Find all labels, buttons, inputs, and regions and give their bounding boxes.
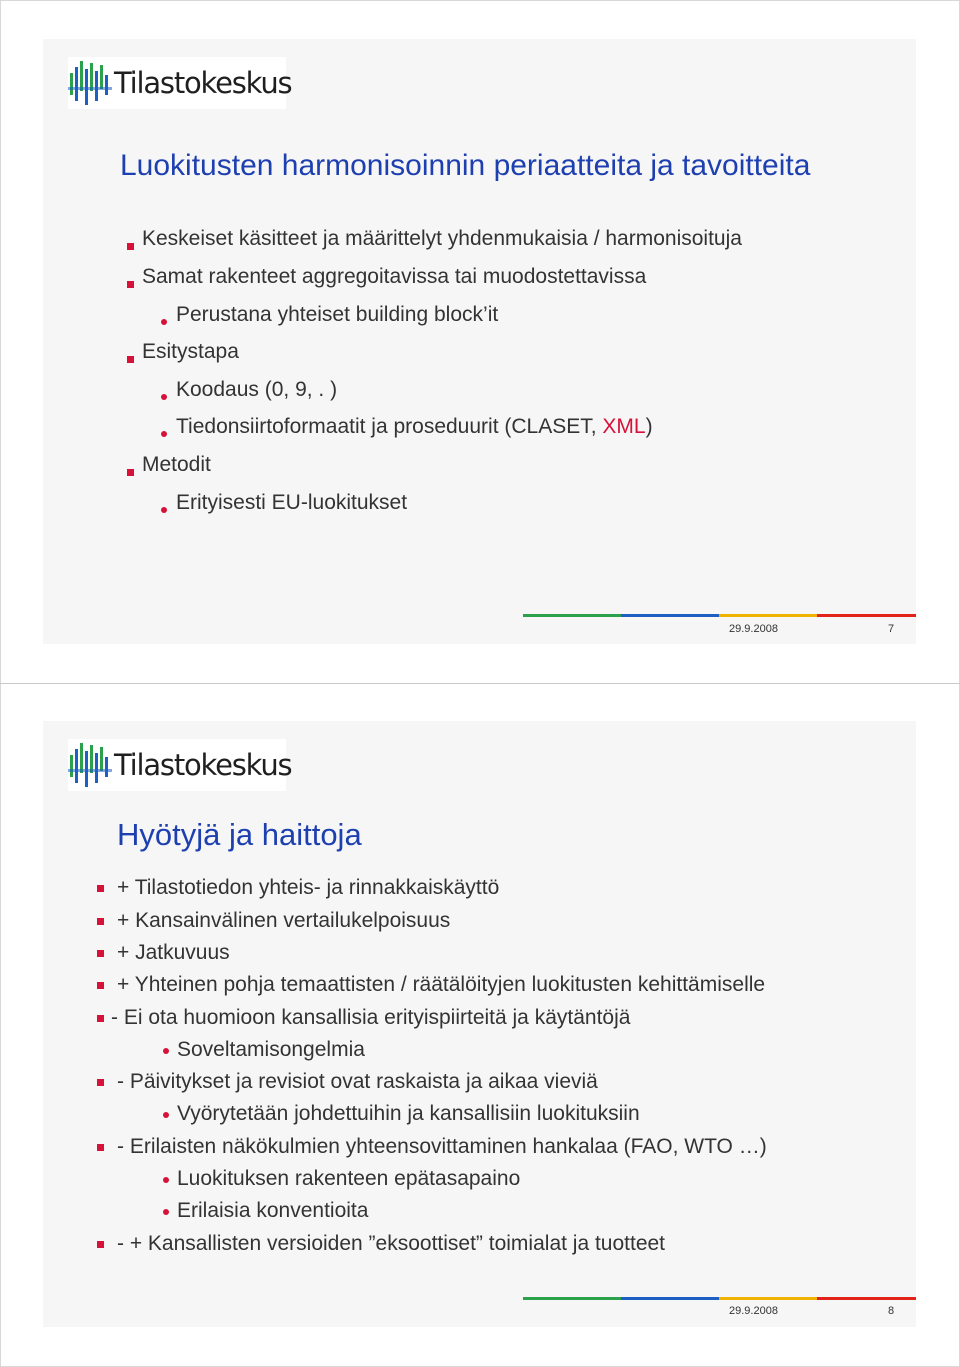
list-item: - Ei ota huomioon kansallisia erityispiirteitä ja käytäntöjä xyxy=(111,1006,631,1029)
slide-title: Luokitusten harmonisoinnin periaatteita ja tavoitteita xyxy=(120,149,811,182)
round-bullet-icon xyxy=(161,507,167,513)
round-bullet-icon xyxy=(163,1112,169,1118)
list-item: - + Kansallisten versioiden ”eksoottiset” toimialat ja tuotteet xyxy=(117,1232,666,1255)
xml-highlight: XML xyxy=(602,415,646,438)
list-item: Esitystapa xyxy=(142,340,239,363)
logo-text: Tilastokeskus xyxy=(114,748,292,782)
page-divider xyxy=(0,683,960,684)
list-item: Metodit xyxy=(142,453,211,476)
footer-stripe xyxy=(523,1297,916,1300)
logo-bars-icon xyxy=(68,59,112,107)
square-bullet-icon xyxy=(127,243,134,250)
list-item: Perustana yhteiset building block’it xyxy=(176,303,499,326)
list-item: Luokituksen rakenteen epätasapaino xyxy=(177,1167,521,1190)
logo-text: Tilastokeskus xyxy=(114,66,292,100)
square-bullet-icon xyxy=(97,982,104,989)
slide-title: Hyötyjä ja haittoja xyxy=(117,817,362,852)
slide-7 xyxy=(43,39,916,644)
page-number: 7 xyxy=(888,623,895,635)
tilastokeskus-logo xyxy=(68,57,292,109)
round-bullet-icon xyxy=(161,319,167,325)
round-bullet-icon xyxy=(163,1177,169,1183)
tilastokeskus-logo xyxy=(68,739,292,791)
square-bullet-icon xyxy=(97,1241,104,1248)
square-bullet-icon xyxy=(97,918,104,925)
list-item: + Kansainvälinen vertailukelpoisuus xyxy=(117,909,451,932)
square-bullet-icon xyxy=(97,1079,104,1086)
list-item: + Jatkuvuus xyxy=(117,941,230,964)
list-item: Soveltamisongelmia xyxy=(177,1038,365,1061)
slide-8 xyxy=(43,721,916,1327)
round-bullet-icon xyxy=(161,394,167,400)
round-bullet-icon xyxy=(161,431,167,437)
footer-date: 29.9.2008 xyxy=(729,1305,778,1317)
list-item: - Erilaisten näkökulmien yhteensovittaminen hankalaa (FAO, WTO …) xyxy=(117,1135,767,1158)
page-number: 8 xyxy=(888,1305,895,1317)
square-bullet-icon xyxy=(127,469,134,476)
square-bullet-icon xyxy=(97,950,104,957)
item-text: Tiedonsiirtoformaatit ja proseduurit (CLASET, xyxy=(176,415,603,438)
square-bullet-icon xyxy=(97,1144,104,1151)
list-item: Koodaus (0, 9, . ) xyxy=(176,378,338,401)
logo-bars-icon xyxy=(68,741,112,789)
list-item: + Tilastotiedon yhteis- ja rinnakkaiskäyttö xyxy=(117,876,500,899)
list-item: - Päivitykset ja revisiot ovat raskaista ja aikaa vieviä xyxy=(117,1070,598,1093)
square-bullet-icon xyxy=(97,885,104,892)
list-item: Vyörytetään johdettuihin ja kansallisiin luokituksiin xyxy=(177,1102,640,1125)
round-bullet-icon xyxy=(163,1048,169,1054)
footer-date: 29.9.2008 xyxy=(729,623,778,635)
list-item: + Yhteinen pohja temaattisten / räätälöityjen luokitusten kehittämiselle xyxy=(117,973,766,996)
square-bullet-icon xyxy=(127,281,134,288)
square-bullet-icon xyxy=(127,356,134,363)
square-bullet-icon xyxy=(97,1015,104,1022)
list-item: Samat rakenteet aggregoitavissa tai muodostettavissa xyxy=(142,265,647,288)
list-item xyxy=(176,415,653,439)
round-bullet-icon xyxy=(163,1209,169,1215)
list-item: Erilaisia konventioita xyxy=(177,1199,369,1222)
list-item: Keskeiset käsitteet ja määrittelyt yhdenmukaisia / harmonisoituja xyxy=(142,227,742,250)
footer-stripe xyxy=(523,614,916,617)
item-text: ) xyxy=(645,415,653,438)
list-item: Erityisesti EU-luokitukset xyxy=(176,491,408,514)
